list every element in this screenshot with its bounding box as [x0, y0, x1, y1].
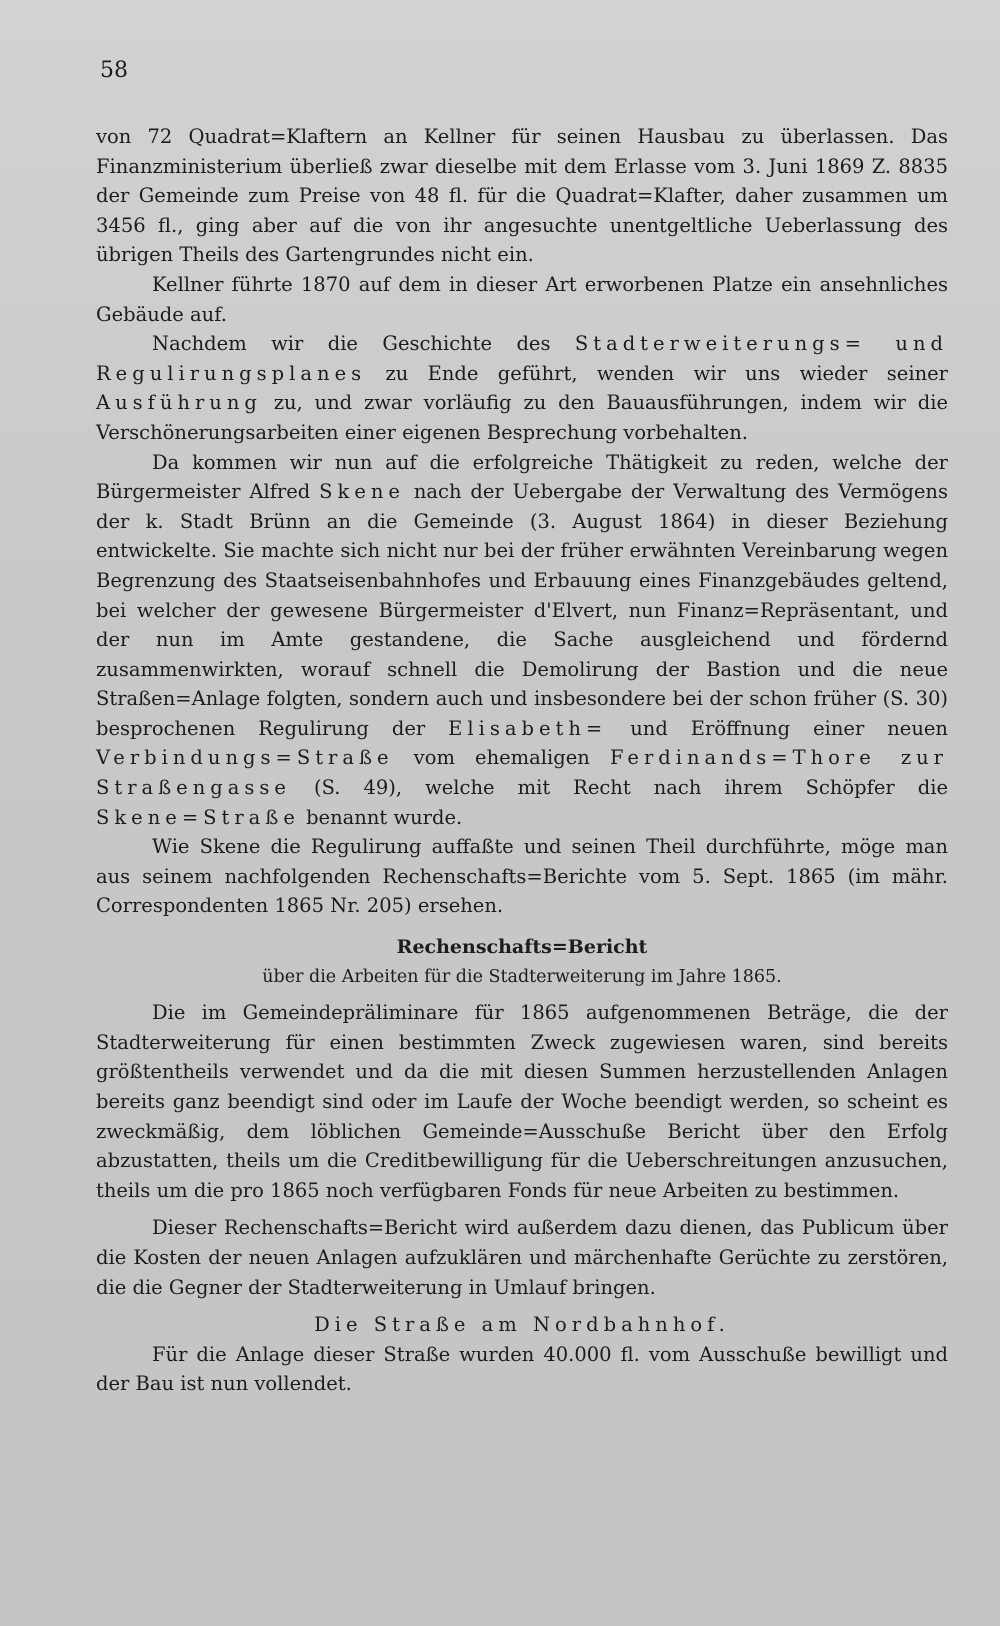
- paragraph: [96, 329, 948, 447]
- section-title: Die Straße am Nordbahnhof.: [314, 1313, 730, 1337]
- spaced-text: Stadterweiterungs= und Regulirungsplanes: [96, 332, 948, 385]
- text-span: vom ehemaligen: [393, 746, 610, 770]
- text-span: benannt wurde.: [299, 805, 463, 829]
- spaced-text: Skene: [319, 480, 405, 504]
- text-span: nach der Uebergabe der Verwaltung des Vermögens der k. Stadt Brünn an die Gemeinde (3. August 1864) in dieser Beziehung entwickelte. Sie machte sich nicht nur bei der früher erwähnten Vereinbarung wegen Begrenzung des Staatseisenbahnhofes und Erbauung eines Finanzgebäudes geltend, bei welcher der gewesene Bürgermeister d'Elvert, nun Finanz=Repräsentant, und der nun im Amte gestandene, die Sache ausgleichend und fördernd zusammenwirkten, worauf schnell die Demolirung der Bastion und die neue Straßen=Anlage folgten, sondern auch und insbesondere bei der schon früher (S. 30) besprochenen Regulirung der: [96, 480, 949, 740]
- spaced-text: Ausführung: [96, 391, 262, 415]
- text-span: Nachdem wir die Geschichte des: [152, 332, 575, 356]
- text-span: zu, und zwar vorläufig zu den Bauausführungen, indem wir die Verschönerungsarbeiten einer eigenen Besprechung vorbehalten.: [96, 391, 948, 444]
- text-span: und Eröffnung einer neuen: [607, 716, 948, 740]
- paragraph: Wie Skene die Regulirung auffaßte und seinen Theil durchführte, möge man aus seinem nachfolgenden Rechenschafts=Berichte vom 5. Sept. 1865 (im mähr. Correspondenten 1865 Nr. 205) ersehen.: [96, 835, 948, 918]
- paragraph: Die im Gemeindepräliminare für 1865 aufgenommenen Beträge, die der Stadterweiterung für einen bestimmten Zweck zugewiesen waren, sind bereits größtentheils verwendet und da die mit diesen Summen herzustellenden Anlagen bereits ganz beendigt sind oder im Laufe der Woche beendigt werden, so scheint es zweckmäßig, dem löblichen Gemeinde=Ausschuße Bericht über den Erfolg abzustatten, theils um die Creditbewilligung für die Ueberschreitungen anzusuchen, theils um die pro 1865 noch verfügbaren Fonds für neue Arbeiten zu bestimmen.: [96, 1001, 948, 1202]
- report-heading: Rechenschafts=Bericht: [396, 936, 648, 959]
- text-span: zu Ende geführt, wenden wir uns wieder seiner: [366, 361, 948, 385]
- text-span: (S. 49), welche mit Recht nach ihrem Schöpfer die: [290, 776, 948, 800]
- paragraph: [96, 448, 948, 833]
- spaced-text: Ferdinands=Thore zur Straßengasse: [96, 746, 948, 800]
- spaced-text: Elisabeth=: [448, 716, 608, 740]
- paragraph: Für die Anlage dieser Straße wurden 40.000 fl. vom Ausschuße bewilligt und der Bau ist nun vollendet.: [96, 1342, 948, 1396]
- paragraph: von 72 Quadrat=Klaftern an Kellner für seinen Hausbau zu überlassen. Das Finanzministerium überließ zwar dieselbe mit dem Erlasse vom 3. Juni 1869 Z. 8835 der Gemeinde zum Preise von 48 fl. für die Quadrat=Klafter, daher zusammen um 3456 fl., ging aber auf die von ihr angesuchte unentgeltliche Ueberlassung des übrigen Theils des Gartengrundes nicht ein.: [96, 125, 948, 267]
- spaced-text: Verbindungs=Straße: [96, 746, 394, 770]
- text-span: Da kommen wir nun auf die erfolgreiche Thätigkeit zu reden, welche der Bürgermeister Alfred: [96, 450, 948, 504]
- page-number: 58: [100, 58, 128, 83]
- report-subheading: über die Arbeiten für die Stadterweiterung im Jahre 1865.: [262, 966, 782, 987]
- spaced-text: Skene=Straße: [96, 805, 300, 829]
- paragraph: Dieser Rechenschafts=Bericht wird außerdem dazu dienen, das Publicum über die Kosten der neuen Anlagen aufzuklären und märchenhafte Gerüchte zu zerstören, die die Gegner der Stadterweiterung in Umlauf bringen.: [96, 1216, 948, 1299]
- body-text: [96, 122, 948, 1399]
- paragraph: Kellner führte 1870 auf dem in dieser Art erworbenen Platze ein ansehnliches Gebäude auf.: [96, 272, 948, 326]
